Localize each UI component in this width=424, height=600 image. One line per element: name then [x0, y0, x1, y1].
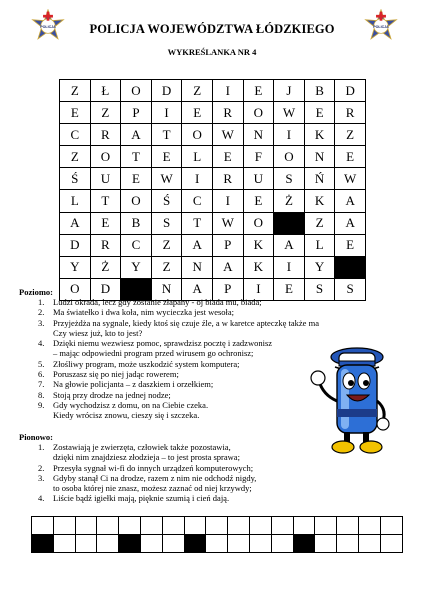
clue-text: Na głowie policjanta – z daszkiem i orzełkiem;	[53, 379, 214, 390]
grid-cell[interactable]	[274, 212, 305, 234]
answer-box[interactable]	[358, 535, 380, 553]
answer-box[interactable]	[97, 517, 119, 535]
clue-item	[38, 390, 319, 400]
grid-cell[interactable]: A	[274, 234, 305, 256]
answer-box[interactable]	[271, 535, 293, 553]
grid-row	[60, 234, 366, 256]
grid-cell[interactable]: Ł	[90, 80, 121, 102]
clue-number: 4.	[38, 493, 45, 504]
grid-cell[interactable]: I	[212, 190, 243, 212]
grid-cell[interactable]: E	[121, 168, 152, 190]
horizontal-clues-list	[38, 297, 319, 421]
grid-row	[60, 124, 366, 146]
grid-cell[interactable]: I	[151, 102, 182, 124]
grid-cell[interactable]: Y	[304, 256, 335, 278]
grid-cell[interactable]: L	[182, 146, 213, 168]
grid-cell[interactable]: A	[182, 234, 213, 256]
clue-number: 1.	[38, 442, 45, 452]
grid-cell[interactable]: Y	[60, 256, 91, 278]
grid-cell[interactable]: C	[182, 190, 213, 212]
grid-row	[60, 146, 366, 168]
grid-cell[interactable]: E	[243, 80, 274, 102]
answer-box[interactable]	[184, 517, 206, 535]
clue-number: 6.	[38, 369, 45, 380]
clue-item	[38, 473, 256, 494]
grid-cell[interactable]: I	[212, 80, 243, 102]
grid-cell[interactable]: W	[151, 168, 182, 190]
answer-box[interactable]	[249, 535, 271, 553]
grid-cell[interactable]: S	[274, 168, 305, 190]
answer-box[interactable]	[315, 517, 337, 535]
clue-item	[38, 379, 319, 389]
grid-cell[interactable]: O	[243, 212, 274, 234]
clue-item	[38, 297, 319, 307]
grid-cell[interactable]: Z	[90, 102, 121, 124]
grid-cell[interactable]: O	[121, 190, 152, 212]
grid-cell[interactable]: D	[90, 278, 121, 300]
vertical-clues-list	[38, 442, 256, 504]
clue-number: 2.	[38, 307, 45, 318]
grid-cell[interactable]: L	[60, 190, 91, 212]
answer-box[interactable]	[206, 517, 228, 535]
grid-cell[interactable]: T	[90, 190, 121, 212]
answer-box[interactable]	[53, 517, 75, 535]
grid-cell[interactable]: D	[60, 234, 91, 256]
answer-box[interactable]	[380, 517, 402, 535]
grid-cell[interactable]: A	[212, 256, 243, 278]
grid-cell[interactable]: O	[182, 124, 213, 146]
clue-number: 8.	[38, 389, 45, 400]
clue-item	[38, 463, 256, 473]
grid-cell[interactable]: W	[335, 168, 366, 190]
answer-box[interactable]	[249, 517, 271, 535]
grid-cell[interactable]: E	[182, 102, 213, 124]
grid-cell[interactable]: B	[304, 80, 335, 102]
answer-box[interactable]	[337, 517, 359, 535]
horizontal-label: Poziomo:	[19, 287, 53, 297]
grid-cell[interactable]: O	[243, 102, 274, 124]
grid-cell[interactable]: R	[90, 234, 121, 256]
grid-cell[interactable]: E	[90, 212, 121, 234]
grid-cell[interactable]: Ś	[60, 168, 91, 190]
clue-item	[38, 318, 319, 339]
answer-box[interactable]	[293, 517, 315, 535]
grid-cell[interactable]: N	[304, 146, 335, 168]
logo-text: POLICJA	[373, 24, 389, 29]
answer-box[interactable]	[75, 535, 97, 553]
clue-item	[38, 493, 256, 503]
clue-text: Ludzi okrada, lecz gdy zostanie złapany - oj biada mu, biada;	[53, 297, 262, 307]
clue-number: 4.	[38, 338, 45, 349]
grid-cell[interactable]: I	[274, 256, 305, 278]
grid-cell[interactable]: E	[243, 190, 274, 212]
answer-box	[184, 535, 206, 553]
clue-item	[38, 442, 256, 463]
grid-cell[interactable]: Z	[182, 80, 213, 102]
grid-cell[interactable]: Z	[335, 124, 366, 146]
answer-box[interactable]	[75, 517, 97, 535]
grid-cell[interactable]: T	[121, 146, 152, 168]
answer-box	[119, 535, 141, 553]
grid-cell[interactable]: Ż	[90, 256, 121, 278]
grid-cell[interactable]: O	[121, 80, 152, 102]
grid-cell[interactable]: R	[212, 102, 243, 124]
answer-box[interactable]	[206, 535, 228, 553]
answer-box[interactable]	[271, 517, 293, 535]
clue-text: Liście bądź igiełki mają, pięknie szumią i cień dają.	[53, 493, 230, 504]
grid-cell[interactable]: K	[243, 234, 274, 256]
logo-text: POLICJA	[40, 24, 56, 29]
answer-boxes	[31, 516, 403, 553]
grid-cell[interactable]: K	[243, 256, 274, 278]
grid-cell[interactable]: N	[182, 256, 213, 278]
grid-cell[interactable]: I	[243, 278, 274, 300]
clue-item	[38, 400, 319, 421]
grid-cell[interactable]: Z	[151, 256, 182, 278]
clue-text: Dzięki niemu wezwiesz pomoc, sprawdzisz pocztę i zadzwonisz – mając odpowiedni program przed wirusem go ochronisz;	[53, 338, 273, 359]
clue-text: Ma światełko i dwa koła, nim wycieczka jest wesoła;	[53, 307, 235, 318]
clue-text: Zostawiają je zwierzęta, człowiek także pozostawia, dzięki nim znajdziesz złodzieja – to jest prosta sprawa;	[53, 442, 240, 463]
grid-cell[interactable]: S	[151, 212, 182, 234]
grid-cell[interactable]: T	[151, 124, 182, 146]
clue-text: Przyjeżdża na sygnale, kiedy ktoś się czuje źle, a w karetce apteczkę także ma Czy wiesz już, kto to jest?	[53, 317, 319, 338]
grid-row	[60, 168, 366, 190]
clue-text: Gdyby stanął Ci na drodze, razem z nim nie odchodź nigdy, to osoba której nie znasz, możesz zaznać od niej krzywdy;	[53, 472, 257, 494]
answer-box[interactable]	[140, 517, 162, 535]
clue-text: Przesyła sygnał wi-fi do innych urządzeń komputerowych;	[53, 462, 254, 473]
grid-cell[interactable]: W	[212, 124, 243, 146]
grid-row	[60, 102, 366, 124]
clue-number: 5.	[38, 358, 45, 369]
answer-box[interactable]	[228, 517, 250, 535]
answer-box[interactable]	[380, 535, 402, 553]
clue-number: 1.	[38, 297, 45, 307]
clue-text: Stoją przy drodze na jednej nodze;	[53, 389, 171, 400]
grid-cell[interactable]: Z	[304, 212, 335, 234]
grid-cell[interactable]: E	[212, 146, 243, 168]
grid-cell[interactable]: P	[121, 102, 152, 124]
grid-row	[60, 80, 366, 102]
answer-box	[293, 535, 315, 553]
answer-box[interactable]	[228, 535, 250, 553]
grid-cell[interactable]: K	[304, 124, 335, 146]
grid-cell[interactable]: U	[90, 168, 121, 190]
clue-text: Gdy wychodzisz z domu, on na Ciebie czeka. Kiedy wrócisz znowu, cieszy się i szczeka.	[53, 399, 209, 421]
grid-cell[interactable]: B	[121, 212, 152, 234]
grid-cell[interactable]: R	[335, 102, 366, 124]
page-title: POLICJA WOJEWÓDZTWA ŁÓDZKIEGO	[89, 22, 335, 36]
answer-box[interactable]	[32, 517, 54, 535]
answer-row	[32, 535, 403, 553]
grid-cell[interactable]: Z	[60, 80, 91, 102]
grid-cell[interactable]: E	[335, 234, 366, 256]
grid-cell[interactable]	[335, 256, 366, 278]
clue-number: 2.	[38, 462, 45, 473]
grid-cell[interactable]: Z	[60, 146, 91, 168]
grid-cell[interactable]: O	[60, 278, 91, 300]
grid-cell[interactable]: A	[121, 124, 152, 146]
grid-cell[interactable]: A	[335, 212, 366, 234]
grid-cell[interactable]: E	[274, 278, 305, 300]
grid-cell[interactable]: I	[274, 124, 305, 146]
clue-number: 9.	[38, 399, 45, 410]
grid-cell[interactable]: J	[274, 80, 305, 102]
grid-cell[interactable]: A	[335, 190, 366, 212]
puzzle-subtitle: WYKREŚLANKA NR 4	[167, 47, 257, 57]
grid-row	[60, 256, 366, 278]
answer-box[interactable]	[162, 535, 184, 553]
answer-box	[32, 535, 54, 553]
grid-cell[interactable]: E	[335, 146, 366, 168]
grid-cell[interactable]: E	[304, 102, 335, 124]
vertical-label: Pionowo:	[19, 432, 53, 442]
clue-text: Złośliwy program, może uszkodzić system komputera;	[53, 358, 240, 369]
grid-cell[interactable]: S	[304, 278, 335, 300]
grid-cell[interactable]: W	[212, 212, 243, 234]
grid-row	[60, 190, 366, 212]
answer-box[interactable]	[337, 535, 359, 553]
grid-cell[interactable]: Z	[151, 234, 182, 256]
grid-cell[interactable]: C	[121, 234, 152, 256]
grid-cell[interactable]: A	[60, 212, 91, 234]
clue-number: 7.	[38, 379, 45, 390]
answer-box[interactable]	[53, 535, 75, 553]
grid-cell[interactable]: R	[212, 168, 243, 190]
grid-cell[interactable]: K	[304, 190, 335, 212]
clue-number: 3.	[38, 317, 45, 328]
grid-cell[interactable]: D	[335, 80, 366, 102]
answer-box[interactable]	[97, 535, 119, 553]
grid-cell[interactable]: F	[243, 146, 274, 168]
grid-row	[60, 212, 366, 234]
clue-item	[38, 359, 319, 369]
grid-cell[interactable]: Ż	[274, 190, 305, 212]
grid-cell[interactable]: N	[151, 278, 182, 300]
grid-cell[interactable]: W	[274, 102, 305, 124]
answer-row	[32, 517, 403, 535]
grid-cell[interactable]: E	[151, 146, 182, 168]
clue-text: Poruszasz się po niej jadąc rowerem;	[53, 369, 179, 380]
clue-item	[38, 307, 319, 317]
grid-cell[interactable]: I	[182, 168, 213, 190]
letter-grid	[59, 79, 366, 301]
grid-cell[interactable]: O	[274, 146, 305, 168]
answer-box[interactable]	[119, 517, 141, 535]
grid-cell[interactable]: T	[182, 212, 213, 234]
grid-cell[interactable]: D	[151, 80, 182, 102]
answer-box[interactable]	[162, 517, 184, 535]
grid-cell[interactable]: U	[243, 168, 274, 190]
grid-cell[interactable]: E	[60, 102, 91, 124]
clue-number: 3.	[38, 472, 45, 483]
grid-cell[interactable]: Ś	[151, 190, 182, 212]
grid-cell[interactable]: Y	[121, 256, 152, 278]
grid-cell[interactable]: O	[90, 146, 121, 168]
grid-cell[interactable]: N	[243, 124, 274, 146]
answer-box[interactable]	[358, 517, 380, 535]
clue-item	[38, 338, 319, 359]
grid-cell[interactable]: C	[60, 124, 91, 146]
clue-item	[38, 369, 319, 379]
answer-box[interactable]	[140, 535, 162, 553]
grid-cell[interactable]: L	[304, 234, 335, 256]
grid-cell[interactable]: A	[182, 278, 213, 300]
grid-cell[interactable]: P	[212, 234, 243, 256]
grid-cell[interactable]: R	[90, 124, 121, 146]
grid-cell[interactable]: S	[335, 278, 366, 300]
grid-cell[interactable]: P	[212, 278, 243, 300]
grid-cell[interactable]: Ń	[304, 168, 335, 190]
police-mascot-illustration	[295, 343, 411, 459]
answer-box[interactable]	[315, 535, 337, 553]
